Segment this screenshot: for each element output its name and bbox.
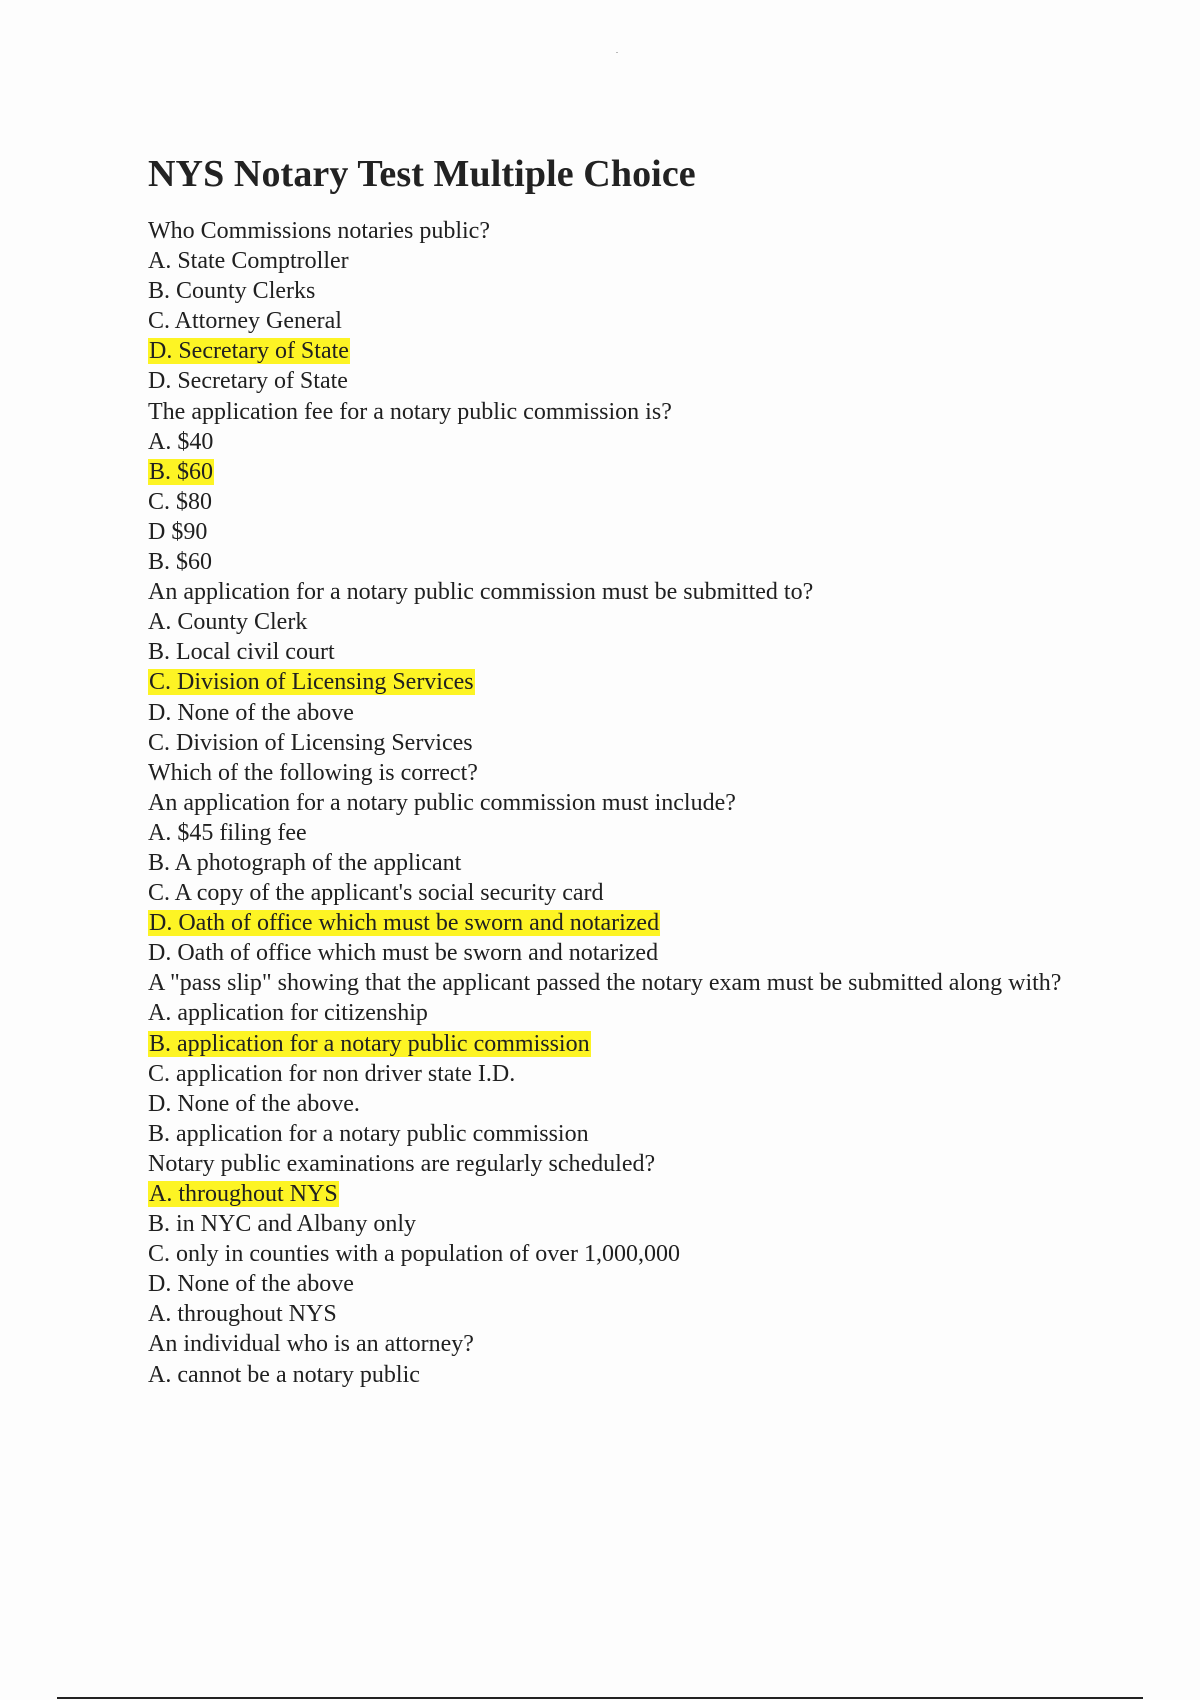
line-text: An application for a notary public commission must include? bbox=[148, 789, 736, 816]
line-text: D $90 bbox=[148, 518, 208, 545]
scan-speck bbox=[616, 52, 618, 53]
line-text: A. throughout NYS bbox=[148, 1301, 337, 1328]
text-line bbox=[148, 938, 1088, 968]
text-line bbox=[148, 998, 1088, 1028]
text-line bbox=[148, 517, 1088, 547]
highlighted-text: D. Oath of office which must be sworn and notarized bbox=[149, 910, 660, 937]
text-line bbox=[148, 1329, 1088, 1359]
line-text: D. Secretary of State bbox=[148, 368, 348, 395]
text-line bbox=[148, 1209, 1088, 1239]
highlighted-text: B. $60 bbox=[149, 458, 214, 485]
line-text: A. application for citizenship bbox=[148, 1000, 428, 1027]
question-list bbox=[148, 216, 1088, 1390]
highlighted-text: B. application for a notary public commission bbox=[149, 1030, 590, 1057]
line-text: C. A copy of the applicant's social security card bbox=[148, 880, 604, 907]
text-line bbox=[148, 577, 1088, 607]
text-line bbox=[148, 547, 1088, 577]
text-line bbox=[148, 397, 1088, 427]
highlighted-answer-line bbox=[148, 336, 1088, 366]
line-text: A. $45 filing fee bbox=[148, 819, 307, 846]
highlighted-text: D. Secretary of State bbox=[149, 338, 349, 365]
line-text: A. $40 bbox=[148, 428, 214, 455]
line-text: B. $60 bbox=[148, 549, 213, 576]
text-line bbox=[148, 1299, 1088, 1329]
line-text: D. None of the above bbox=[148, 1271, 354, 1298]
line-text: The application fee for a notary public commission is? bbox=[148, 398, 672, 425]
text-line bbox=[148, 728, 1088, 758]
line-text: B. application for a notary public commission bbox=[148, 1120, 589, 1147]
document-title: NYS Notary Test Multiple Choice bbox=[148, 153, 696, 195]
line-text: Who Commissions notaries public? bbox=[148, 218, 490, 244]
highlighted-answer-line bbox=[148, 908, 1088, 938]
line-text: C. Attorney General bbox=[148, 308, 342, 335]
text-line bbox=[148, 818, 1088, 848]
highlighted-text: C. Division of Licensing Services bbox=[149, 669, 474, 696]
highlighted-answer-line bbox=[148, 457, 1088, 487]
highlighted-answer-line bbox=[148, 1179, 1088, 1209]
text-line bbox=[148, 637, 1088, 667]
highlighted-answer-line bbox=[148, 1029, 1088, 1059]
text-line bbox=[148, 1239, 1088, 1269]
document-content bbox=[148, 148, 1088, 1390]
line-text: A. State Comptroller bbox=[148, 248, 349, 275]
highlighted-answer-line bbox=[148, 667, 1088, 697]
text-line bbox=[148, 1119, 1088, 1149]
text-line bbox=[148, 1269, 1088, 1299]
text-line bbox=[148, 246, 1088, 276]
line-text: An application for a notary public commission must be submitted to? bbox=[148, 579, 814, 606]
text-line bbox=[148, 1089, 1088, 1119]
text-line bbox=[148, 698, 1088, 728]
line-text: D. Oath of office which must be sworn and notarized bbox=[148, 940, 659, 967]
line-text: B. Local civil court bbox=[148, 639, 335, 666]
line-text: B. A photograph of the applicant bbox=[148, 849, 462, 876]
line-text: C. only in counties with a population of over 1,000,000 bbox=[148, 1241, 680, 1268]
text-line bbox=[148, 276, 1088, 306]
text-line bbox=[148, 968, 1088, 998]
line-text: A. County Clerk bbox=[148, 609, 308, 636]
text-line bbox=[148, 1059, 1088, 1089]
text-line bbox=[148, 607, 1088, 637]
text-line bbox=[148, 216, 1088, 246]
text-line bbox=[148, 758, 1088, 788]
line-text: An individual who is an attorney? bbox=[148, 1331, 474, 1358]
text-line bbox=[148, 1149, 1088, 1179]
text-line bbox=[148, 878, 1088, 908]
line-text: Notary public examinations are regularly scheduled? bbox=[148, 1150, 656, 1177]
line-text: B. in NYC and Albany only bbox=[148, 1211, 416, 1238]
text-line bbox=[148, 366, 1088, 396]
line-text: C. application for non driver state I.D. bbox=[148, 1060, 516, 1087]
text-line bbox=[148, 788, 1088, 818]
text-line bbox=[148, 1360, 1088, 1390]
line-text: C. Division of Licensing Services bbox=[148, 729, 473, 756]
text-line bbox=[148, 306, 1088, 336]
line-text: A "pass slip" showing that the applicant passed the notary exam must be submitted along with? bbox=[148, 970, 1062, 997]
highlighted-text: A. throughout NYS bbox=[149, 1181, 338, 1207]
line-text: B. County Clerks bbox=[148, 278, 316, 305]
line-text: D. None of the above bbox=[148, 699, 354, 726]
line-text: C. $80 bbox=[148, 488, 213, 515]
text-line bbox=[148, 848, 1088, 878]
text-line bbox=[148, 427, 1088, 457]
text-line bbox=[148, 487, 1088, 517]
line-text: A. cannot be a notary public bbox=[148, 1361, 420, 1388]
line-text: D. None of the above. bbox=[148, 1090, 360, 1117]
line-text: Which of the following is correct? bbox=[148, 759, 478, 786]
footer-rule bbox=[57, 1697, 1143, 1699]
